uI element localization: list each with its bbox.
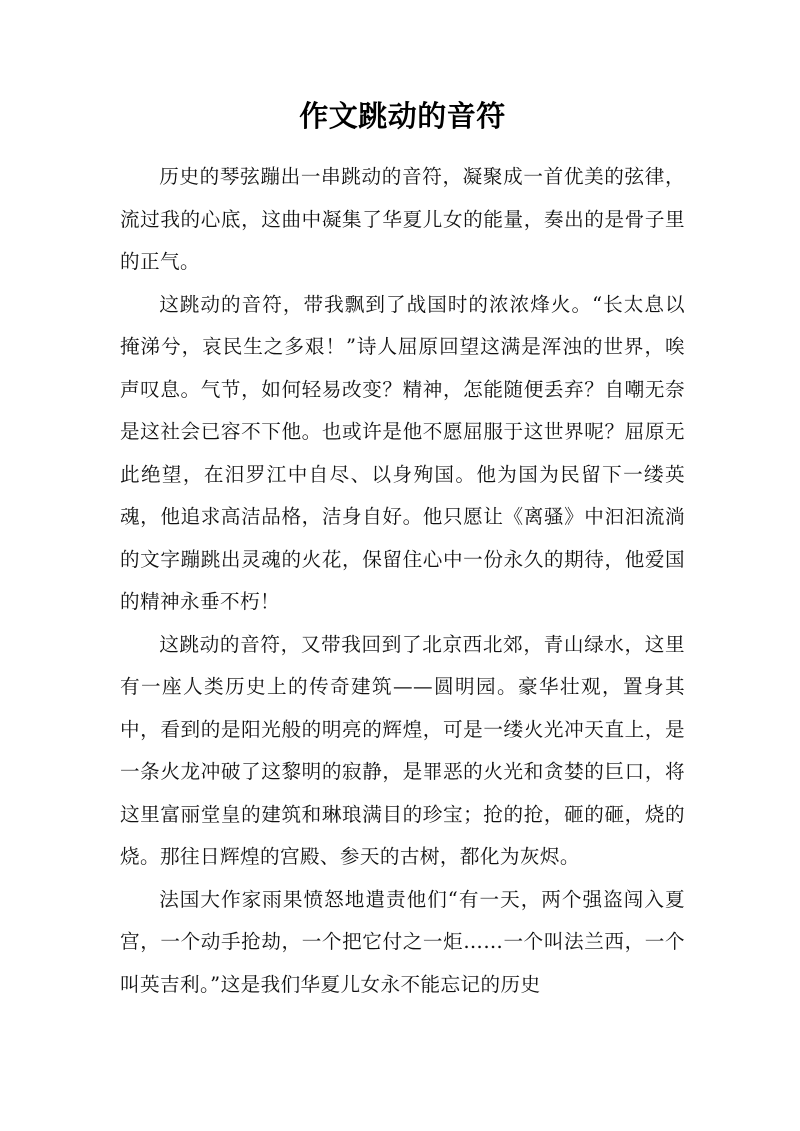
paragraph-3: 这跳动的音符，又带我回到了北京西北郊，青山绿水，这里有一座人类历史上的传奇建筑——圆明园。豪华壮观，置身其中，看到的是阳光般的明亮的辉煌，可是一缕火光冲天直上，是一条火龙冲破了这黎明的寂静，是罪恶的火光和贪婪的巨口，将这里富丽堂皇的建筑和琳琅满目的珍宝；抢的抢，砸的砸，烧的烧。那往日辉煌的宫殿、参天的古树，都化为灰烬。	[120, 632, 685, 868]
document-page	[120, 0, 685, 1131]
essay-title: 作文跳动的音符	[299, 99, 506, 133]
essay-body	[120, 156, 685, 1006]
paragraph-4: 法国大作家雨果愤怒地遣责他们“有一天，两个强盗闯入夏宫，一个动手抢劫，一个把它付之一炬……一个叫法兰西，一个叫英吉利。”这是我们华夏儿女永不能忘记的历史	[120, 887, 685, 996]
paragraph-2: 这跳动的音符，带我飘到了战国时的浓浓烽火。“长太息以掩涕兮，哀民生之多艰！”诗人屈原回望这满是浑浊的世界，唉声叹息。气节，如何轻易改变？精神，怎能随便丢弃？自嘲无奈是这社会已容不下他。也或许是他不愿屈服于这世界呢？屈原无此绝望，在汨罗江中自尽、以身殉国。他为国为民留下一缕英魂，他追求高洁品格，洁身自好。他只愿让《离骚》中汩汩流淌的文字蹦跳出灵魂的火花，保留住心中一份永久的期待，他爱国的精神永垂不朽！	[120, 292, 685, 613]
paragraph-1: 历史的琴弦蹦出一串跳动的音符，凝聚成一首优美的弦律，流过我的心底，这曲中凝集了华夏儿女的能量，奏出的是骨子里的正气。	[120, 165, 685, 273]
